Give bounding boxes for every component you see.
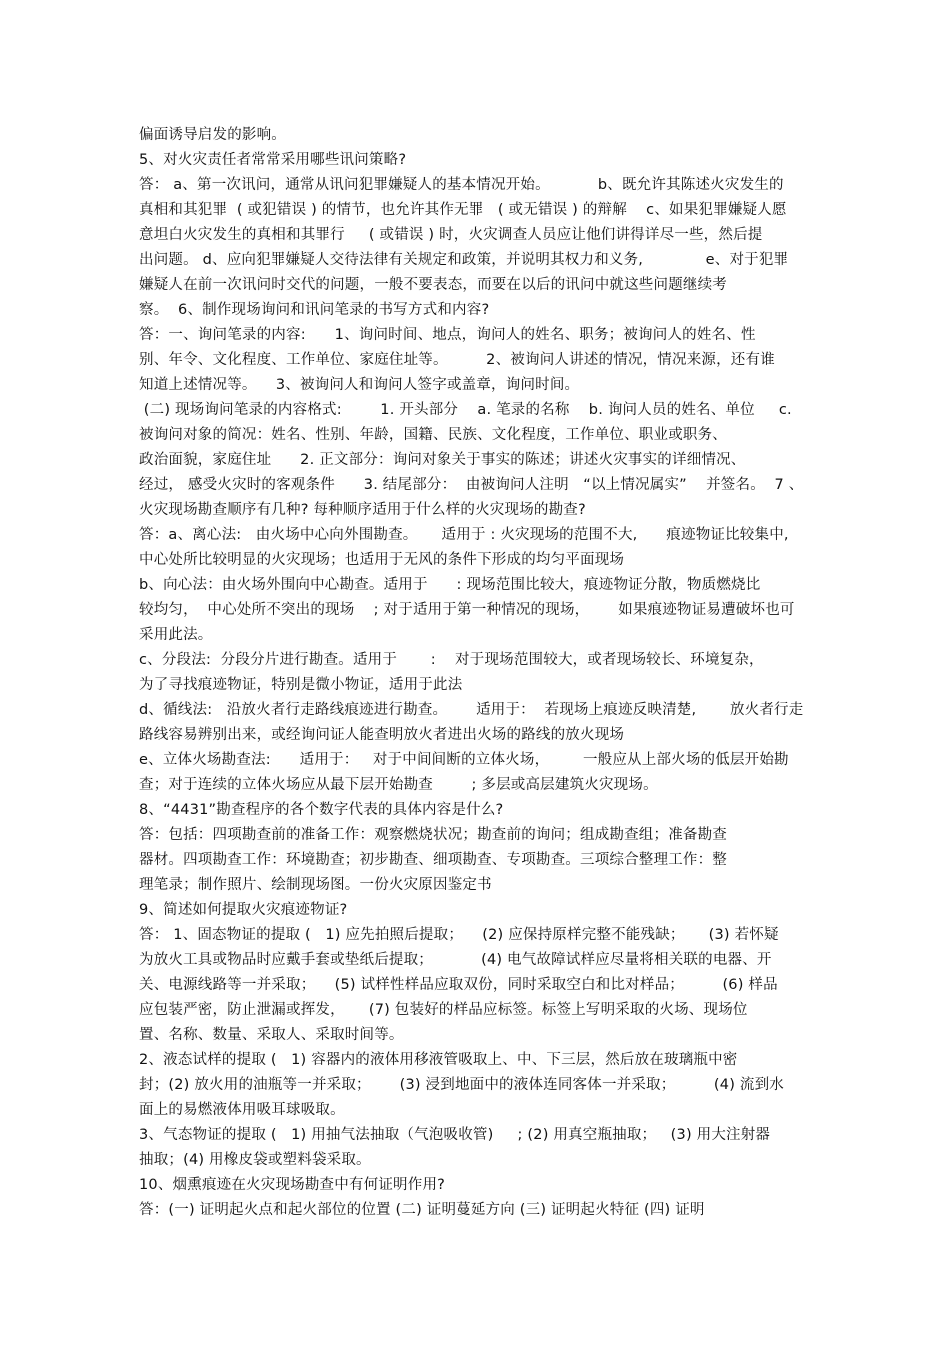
text-line: 别、年令、文化程度、工作单位、家庭住址等。 2、被询问人讲述的情况，情况来源，还有谁 bbox=[139, 352, 775, 368]
text-line: 抽取；(4) 用橡皮袋或塑料袋采取。 bbox=[139, 1152, 371, 1168]
text-line: 答：(一) 证明起火点和起火部位的位置 (二) 证明蔓延方向 (三) 证明起火特征 (四) 证明 bbox=[139, 1202, 705, 1218]
text-line: 9、简述如何提取火灾痕迹物证? bbox=[139, 902, 348, 918]
text-line: 答：a、离心法: 由火场中心向外围勘查。 适用于 : 火灾现场的范围不大, 痕迹物证比较集中, bbox=[139, 527, 789, 543]
text-line: 面上的易燃液体用吸耳球吸取。 bbox=[139, 1102, 345, 1118]
text-line: 应包装严密，防止泄漏或挥发， (7) 包装好的样品应标签。标签上写明采取的火场、现场位 bbox=[139, 1002, 748, 1018]
text-line: 为放火工具或物品时应戴手套或垫纸后提取； (4) 电气故障试样应尽量将相关联的电器、开 bbox=[139, 952, 772, 968]
text-line: (二) 现场询问笔录的内容格式: 1. 开头部分 a. 笔录的名称 b. 询问人员的姓名、单位 c. bbox=[139, 402, 792, 418]
text-line: 嫌疑人在前一次讯问时交代的问题，一般不要表态，而要在以后的讯问中就这些问题继续考 bbox=[139, 277, 727, 293]
text-line: 知道上述情况等。 3、被询问人和询问人签字或盖章，询问时间。 bbox=[139, 377, 580, 393]
text-line: 真相和其犯罪 ( 或犯错误 ) 的情节，也允许其作无罪 ( 或无错误 ) 的辩解 c、如果犯罪嫌疑人愿 bbox=[139, 202, 787, 218]
text-line: 答：一、询问笔录的内容: 1、询问时间、地点，询问人的姓名、职务；被询问人的姓名、性 bbox=[139, 327, 756, 343]
text-line: 路线容易辨别出来，或经询问证人能查明放火者进出火场的路线的放火现场 bbox=[139, 727, 625, 743]
text-line: b、向心法：由火场外围向中心勘查。适用于 : 现场范围比较大，痕迹物证分散，物质燃烧比 bbox=[139, 577, 761, 593]
text-line: 为了寻找痕迹物证，特别是微小物证，适用于此法 bbox=[139, 677, 463, 693]
text-line: c、分段法: 分段分片进行勘查。适用于 : 对于现场范围较大，或者现场较长、环境复杂， bbox=[139, 652, 764, 668]
text-line: 封；(2) 放火用的油瓶等一并采取； (3) 浸到地面中的液体连同客体一并采取； (4) 流到水 bbox=[139, 1077, 784, 1093]
text-line: 8、“4431”勘查程序的各个数字代表的具体内容是什么? bbox=[139, 802, 504, 818]
text-line: 采用此法。 bbox=[139, 627, 213, 643]
text-line: 中心处所比较明显的火灾现场；也适用于无风的条件下形成的均匀平面现场 bbox=[139, 552, 625, 568]
text-line: 火灾现场勘查顺序有几种? 每种顺序适用于什么样的火灾现场的勘查? bbox=[139, 502, 586, 518]
text-line: 置、名称、数量、采取人、采取时间等。 bbox=[139, 1027, 404, 1043]
text-line: 政治面貌，家庭住址 2. 正文部分：询问对象关于事实的陈述；讲述火灾事实的详细情况、 bbox=[139, 452, 746, 468]
text-line: 理笔录；制作照片、绘制现场图。一份火灾原因鉴定书 bbox=[139, 877, 492, 893]
text-line: 答： 1、固态物证的提取 ( 1) 应先拍照后提取； (2) 应保持原样完整不能残缺； (3) 若怀疑 bbox=[139, 927, 779, 943]
text-line: 2、液态试样的提取 ( 1) 容器内的液体用移液管吸取上、中、下三层，然后放在玻璃瓶中密 bbox=[139, 1052, 738, 1068]
text-line: 被询问对象的简况：姓名、性别、年龄，国籍、民族、文化程度，工作单位、职业或职务、 bbox=[139, 427, 727, 443]
text-line: 关、电源线路等一并采取； (5) 试样性样品应取双份，同时采取空白和比对样品； (6) 样品 bbox=[139, 977, 778, 993]
text-line: 较均匀， 中心处所不突出的现场 ; 对于适用于第一种情况的现场， 如果痕迹物证易遭破坏也可 bbox=[139, 602, 795, 618]
text-line: 经过， 感受火灾时的客观条件 3. 结尾部分： 由被询问人注明 “以上情况属实” 并签名。 7 、 bbox=[139, 477, 804, 493]
text-line: 10、烟熏痕迹在火灾现场勘查中有何证明作用? bbox=[139, 1177, 446, 1193]
text-line: 意坦白火灾发生的真相和其罪行 ( 或错误 ) 时，火灾调查人员应让他们讲得详尽一些，然后提 bbox=[139, 227, 763, 243]
text-line: e、立体火场勘查法: 适用于： 对于中间间断的立体火场， 一般应从上部火场的低层开始勘 bbox=[139, 752, 789, 768]
text-line: 察。 6、制作现场询问和讯问笔录的书写方式和内容? bbox=[139, 302, 490, 318]
text-line: 偏面诱导启发的影响。 bbox=[139, 127, 286, 143]
text-line: 5、对火灾责任者常常采用哪些讯问策略? bbox=[139, 152, 407, 168]
text-line: 出问题。 d、应向犯罪嫌疑人交待法律有关规定和政策，并说明其权力和义务, e、对于犯罪 bbox=[139, 252, 789, 268]
text-line: 器材。四项勘查工作：环境勘查；初步勘查、细项勘查、专项勘查。三项综合整理工作：整 bbox=[139, 852, 727, 868]
text-line: d、循线法: 沿放火者行走路线痕迹进行勘查。 适用于： 若现场上痕迹反映清楚, 放火者行走 bbox=[139, 702, 804, 718]
text-line: 答：包括：四项勘查前的准备工作：观察燃烧状况；勘查前的询问；组成勘查组；准备勘查 bbox=[139, 827, 727, 843]
text-line: 3、气态物证的提取 ( 1) 用抽气法抽取（气泡吸收管) ; (2) 用真空瓶抽取； (3) 用大注射器 bbox=[139, 1127, 771, 1143]
text-line: 查；对于连续的立体火场应从最下层开始勘查 ; 多层或高层建筑火灾现场。 bbox=[139, 777, 658, 793]
text-line: 答： a、第一次讯问，通常从讯问犯罪嫌疑人的基本情况开始。 b、既允许其陈述火灾发生的 bbox=[139, 177, 784, 193]
